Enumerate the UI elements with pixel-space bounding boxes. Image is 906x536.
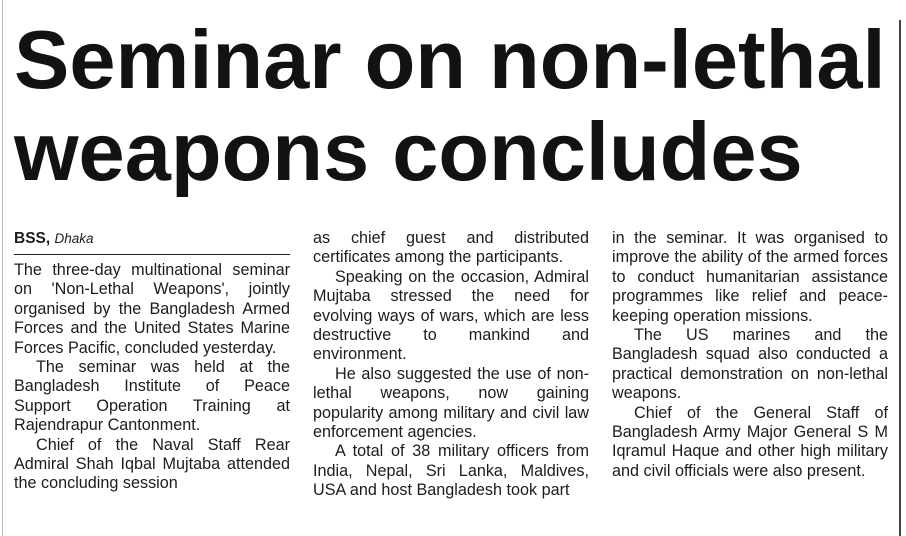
- article-column-3: [612, 229, 888, 481]
- paragraph: He also suggested the use of non-lethal weapons, now gaining popularity among military and civil law enforcement agencies.: [313, 364, 589, 442]
- byline-agency: BSS,: [14, 230, 51, 247]
- paragraph: The three-day multinational seminar on 'Non-Lethal Weapons', jointly organised by the Bangladesh Armed Forces and the United States Marine Forces Pacific, concluded yesterday.: [14, 261, 290, 357]
- article-headline: [14, 14, 894, 198]
- page-border-right: [899, 20, 901, 536]
- paragraph: A total of 38 military officers from India, Nepal, Sri Lanka, Maldives, USA and host Bangladesh took part: [313, 442, 589, 500]
- paragraph: Chief of the Naval Staff Rear Admiral Shah Iqbal Mujtaba attended the concluding session: [14, 435, 290, 493]
- paragraph: in the seminar. It was organised to improve the ability of the armed forces to conduct humanitarian assistance programmes like relief and peace-keeping operation missions.: [612, 229, 888, 325]
- article-column-2: [313, 229, 589, 501]
- page-border-left: [2, 0, 3, 536]
- paragraph: Speaking on the occasion, Admiral Mujtaba stressed the need for evolving ways of wars, which are less destructive to mankind and environment.: [313, 267, 589, 364]
- article-column-1: [14, 229, 290, 494]
- headline-line-1: Seminar on non-lethal: [14, 13, 886, 106]
- headline-line-2: weapons concludes: [14, 105, 803, 198]
- paragraph: The US marines and the Bangladesh squad also conducted a practical demonstration on non-lethal weapons.: [612, 326, 888, 403]
- byline-location: Dhaka: [54, 231, 94, 246]
- byline: [14, 229, 290, 255]
- paragraph: The seminar was held at the Bangladesh Institute of Peace Support Operation Training at Rajendrapur Cantonment.: [14, 358, 290, 435]
- paragraph: Chief of the General Staff of Bangladesh Army Major General S M Iqramul Haque and other high military and civil officials were also present.: [612, 403, 888, 480]
- paragraph: as chief guest and distributed certificates among the participants.: [313, 229, 589, 267]
